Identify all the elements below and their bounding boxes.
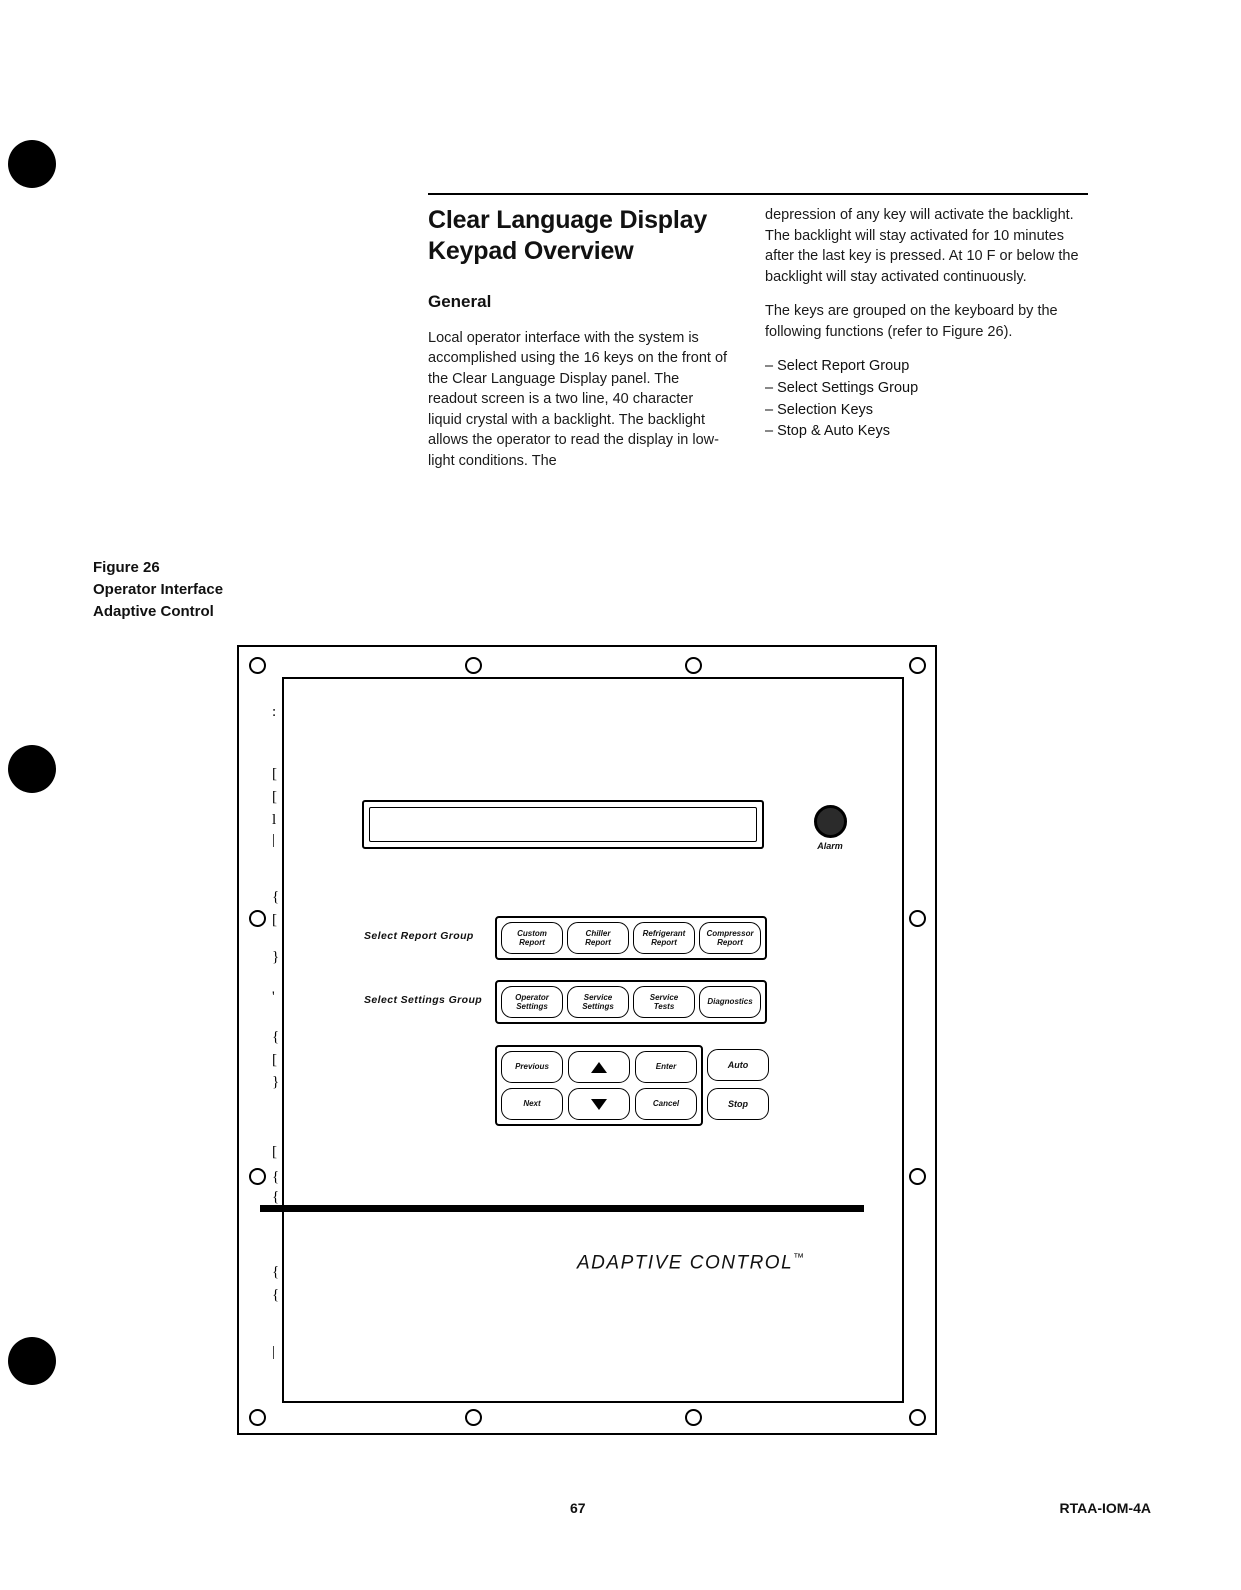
panel-screw-icon [909, 1409, 926, 1426]
key-line-1: Chiller [585, 928, 611, 938]
key-cancel[interactable] [635, 1088, 697, 1120]
brand-text: ADAPTIVE CONTROL [577, 1252, 794, 1274]
scan-artifact-mark: { [272, 1169, 280, 1185]
key-line-2: Settings [516, 1002, 548, 1011]
lcd-display [362, 800, 764, 849]
page-number: 67 [570, 1500, 586, 1516]
scan-artifact-mark: { [272, 1029, 280, 1045]
scan-artifact-mark: | [272, 832, 276, 848]
brand-adaptive-control [577, 1252, 806, 1274]
selection-key-group [495, 1045, 703, 1126]
lcd-screen [369, 807, 757, 842]
alarm-led-icon [814, 805, 847, 838]
key-diagnostics[interactable] [699, 986, 761, 1018]
scan-artifact-mark: [ [272, 766, 277, 782]
panel-screw-icon [685, 657, 702, 674]
settings-key-group [495, 980, 767, 1024]
binder-hole-top [8, 140, 56, 188]
body-paragraph-right-1: depression of any key will activate the backlight. The backlight will stay activated for 10 minutes after the last key is pressed. At 10 F or below the backlight will stay activated continuously. [765, 207, 1079, 285]
key-stop[interactable]: Stop [707, 1088, 769, 1120]
key-service-tests[interactable] [633, 986, 695, 1018]
key-compressor-report[interactable] [699, 922, 761, 954]
panel-screw-icon [249, 657, 266, 674]
label-select-settings-group: Select Settings Group [364, 994, 483, 1006]
key-group-item: – Select Report Group [765, 356, 1085, 377]
triangle-up-icon [591, 1062, 607, 1073]
document-code: RTAA-IOM-4A [1059, 1500, 1151, 1516]
panel-screw-icon [909, 1168, 926, 1185]
key-line-2: Report [585, 938, 611, 947]
key-group-item: – Selection Keys [765, 400, 1085, 421]
article-right-column [765, 205, 1085, 443]
article-left-column [428, 205, 728, 486]
key-chiller-report[interactable] [567, 922, 629, 954]
key-group-list [765, 356, 1085, 441]
selection-key-row-2 [501, 1088, 697, 1120]
key-line-1: Service [649, 992, 679, 1002]
scan-artifact-mark: | [272, 1344, 276, 1360]
key-next[interactable] [501, 1088, 563, 1120]
panel-divider-bar [260, 1205, 864, 1212]
key-line-1: Service [583, 992, 613, 1002]
scan-artifact-mark: [ [272, 789, 277, 805]
key-refrigerant-report[interactable] [633, 922, 695, 954]
figure-caption-line-1: Figure 26 [93, 559, 160, 576]
scan-artifact-mark: : [272, 704, 277, 720]
key-line-1: Next [523, 1099, 541, 1109]
key-enter[interactable] [635, 1051, 697, 1083]
key-group-item: – Select Settings Group [765, 378, 1085, 399]
key-auto[interactable]: Auto [707, 1049, 769, 1081]
report-key-group [495, 916, 767, 960]
scan-artifact-mark: { [272, 1189, 280, 1205]
header-rule [428, 193, 1088, 195]
figure-caption-line-3: Adaptive Control [93, 602, 214, 620]
page-title: Clear Language Display Keypad Overview [428, 206, 708, 266]
key-line-2: Tests [653, 1002, 675, 1011]
body-paragraph-right-2: The keys are grouped on the keyboard by the following functions (refer to Figure 26). [765, 303, 1058, 340]
key-line-1: Refrigerant [642, 928, 686, 938]
figure-operator-interface [237, 645, 937, 1435]
key-line-1: Custom [517, 928, 547, 938]
panel-screw-icon [465, 1409, 482, 1426]
panel-screw-icon [249, 1409, 266, 1426]
scan-artifact-mark: } [272, 1074, 280, 1090]
key-line-1: Operator [515, 992, 549, 1002]
figure-caption [93, 557, 223, 622]
panel-screw-icon [909, 910, 926, 927]
key-group-item: – Stop & Auto Keys [765, 421, 1085, 442]
key-operator-settings[interactable] [501, 986, 563, 1018]
scan-artifact-mark: ' [272, 989, 275, 1005]
scan-artifact-mark: } [272, 949, 280, 965]
selection-key-row-1 [501, 1051, 697, 1083]
key-up-arrow[interactable] [568, 1051, 630, 1083]
label-select-report-group: Select Report Group [364, 930, 474, 942]
scan-artifact-mark: [ [272, 1052, 277, 1068]
alarm-indicator [805, 805, 855, 851]
alarm-label: Alarm [817, 841, 843, 851]
binder-hole-middle [8, 745, 56, 793]
key-down-arrow[interactable] [568, 1088, 630, 1120]
binder-hole-bottom [8, 1337, 56, 1385]
scan-artifact-mark: [ [272, 1144, 277, 1160]
panel-screw-icon [685, 1409, 702, 1426]
scan-artifact-mark: l [272, 812, 277, 828]
key-line-2: Report [651, 938, 677, 947]
key-line-1: Enter [655, 1062, 677, 1072]
key-line-1: Previous [515, 1062, 549, 1072]
panel-inner-frame [282, 677, 904, 1403]
panel-screw-icon [249, 910, 266, 927]
scan-artifact-mark: { [272, 1287, 280, 1303]
triangle-down-icon [591, 1099, 607, 1110]
key-line-2: Report [717, 938, 743, 947]
figure-caption-line-2: Operator Interface [93, 580, 224, 598]
panel-screw-icon [909, 657, 926, 674]
key-line-2: Report [519, 938, 545, 947]
trademark-mark: ™ [793, 1252, 806, 1264]
key-line-1: Diagnostics [707, 997, 753, 1007]
scan-artifact-mark: { [272, 889, 280, 905]
key-service-settings[interactable] [567, 986, 629, 1018]
body-paragraph-left: Local operator interface with the system is accomplished using the 16 keys on the front of the Clear Language Display panel. The readout screen is a two line, 40 character liquid crystal with a backlight. The backlight allows the operator to read the display in low-light conditions. The [428, 329, 728, 469]
section-heading-general: General [428, 291, 492, 311]
scan-artifact-mark: { [272, 1264, 280, 1280]
panel-screw-icon [465, 657, 482, 674]
key-line-1: Cancel [652, 1099, 680, 1109]
panel-screw-icon [249, 1168, 266, 1185]
key-previous[interactable] [501, 1051, 563, 1083]
key-line-2: Settings [582, 1002, 614, 1011]
key-line-1: Compressor [706, 928, 754, 938]
scan-artifact-mark: [ [272, 912, 277, 928]
key-custom-report[interactable] [501, 922, 563, 954]
